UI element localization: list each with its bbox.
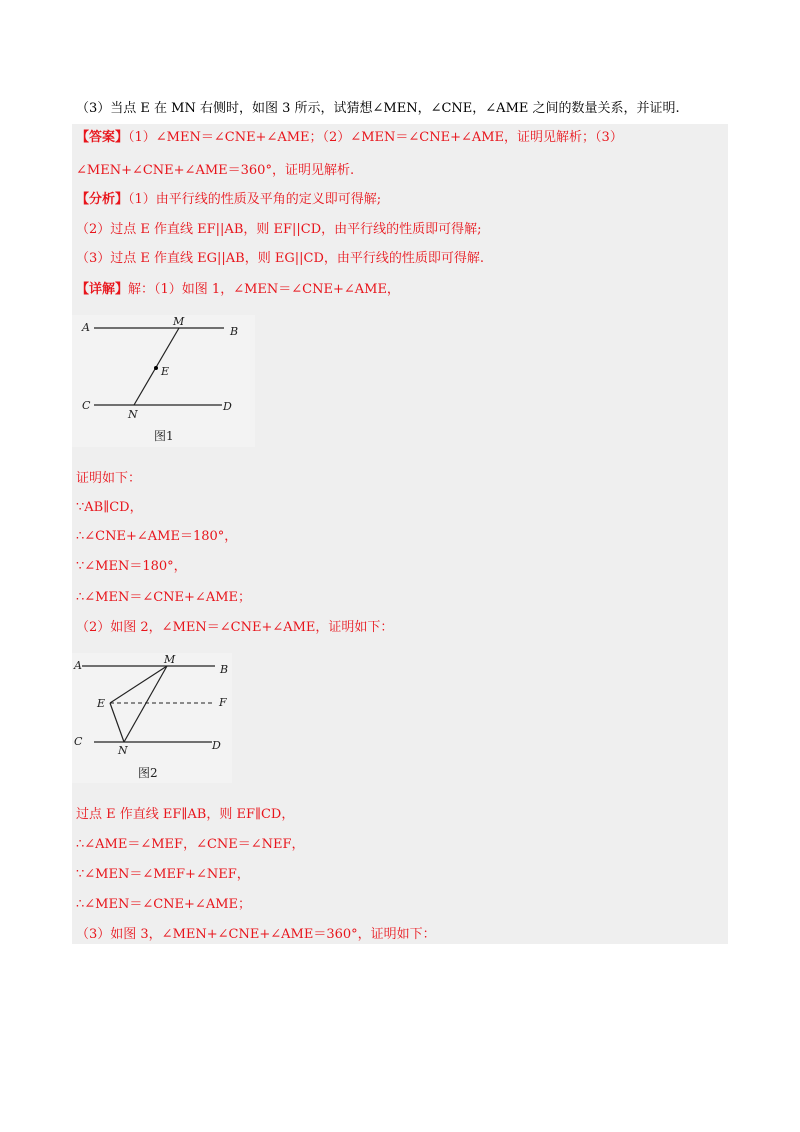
proof1-step-3: ∵∠MEN＝180°， bbox=[76, 559, 187, 574]
fig1-label-m: M bbox=[173, 315, 185, 328]
answer-line-1 bbox=[76, 129, 623, 147]
analysis-line-1 bbox=[76, 191, 381, 209]
analysis-tag: 【分析】 bbox=[76, 192, 129, 207]
fig2-label-e: E bbox=[97, 697, 106, 710]
fig1-label-n: N bbox=[128, 408, 138, 421]
proof2-step-3: ∵∠MEN＝∠MEF+∠NEF， bbox=[76, 867, 250, 882]
analysis-line-3: （3）过点 E 作直线 EG||AB，则 EG||CD，由平行线的性质即可得解. bbox=[76, 251, 485, 266]
proof1-step-4: ∴∠MEN＝∠CNE+∠AME； bbox=[76, 590, 252, 605]
figure-2 bbox=[72, 653, 232, 783]
part3-line: （3）如图 3，∠MEN+∠CNE+∠AME＝360°，证明如下： bbox=[76, 927, 436, 942]
fig1-caption: 图1 bbox=[154, 429, 174, 443]
analysis-line-2: （2）过点 E 作直线 EF||AB，则 EF||CD，由平行线的性质即可得解; bbox=[76, 222, 482, 237]
proof1-heading: 证明如下： bbox=[76, 471, 142, 486]
fig2-label-a: A bbox=[74, 659, 82, 672]
fig2-label-c: C bbox=[74, 735, 83, 748]
fig2-label-n: N bbox=[118, 744, 128, 757]
answer-text-1: （1）∠MEN＝∠CNE+∠AME；（2）∠MEN＝∠CNE+∠AME，证明见解析；（3） bbox=[128, 130, 623, 145]
proof1-step-1: ∵AB∥CD， bbox=[76, 500, 143, 515]
part2-line: （2）如图 2，∠MEN＝∠CNE+∠AME，证明如下： bbox=[76, 620, 394, 635]
proof2-step-2: ∴∠AME＝∠MEF，∠CNE＝∠NEF， bbox=[76, 837, 305, 852]
proof2-step-1: 过点 E 作直线 EF∥AB，则 EF∥CD， bbox=[76, 807, 295, 822]
proof1-step-2: ∴∠CNE+∠AME＝180°， bbox=[76, 529, 238, 544]
detail-line-1 bbox=[76, 281, 400, 299]
figure-1 bbox=[72, 315, 255, 447]
problem-3-text: （3）当点 E 在 MN 右侧时，如图 3 所示，试猜想∠MEN，∠CNE，∠AME 之间的数量关系，并证明. bbox=[76, 101, 680, 116]
analysis-text-1: （1）由平行线的性质及平角的定义即可得解; bbox=[128, 192, 382, 207]
fig1-label-a: A bbox=[82, 321, 90, 334]
fig1-label-e: E bbox=[161, 365, 170, 378]
detail-tag: 【详解】 bbox=[76, 282, 129, 297]
fig2-label-f: F bbox=[219, 696, 227, 709]
fig1-label-d: D bbox=[223, 400, 232, 413]
detail-text-1: 解：（1）如图 1，∠MEN＝∠CNE+∠AME， bbox=[128, 282, 400, 297]
proof2-step-4: ∴∠MEN＝∠CNE+∠AME； bbox=[76, 897, 252, 912]
answer-line-2: ∠MEN+∠CNE+∠AME＝360°，证明见解析. bbox=[76, 163, 355, 178]
fig2-label-m: M bbox=[164, 653, 176, 666]
fig2-label-d: D bbox=[212, 739, 221, 752]
fig1-label-c: C bbox=[82, 399, 91, 412]
fig2-label-b: B bbox=[220, 663, 229, 676]
fig2-caption: 图2 bbox=[138, 766, 158, 780]
answer-tag: 【答案】 bbox=[76, 130, 129, 145]
fig1-label-b: B bbox=[230, 325, 239, 338]
